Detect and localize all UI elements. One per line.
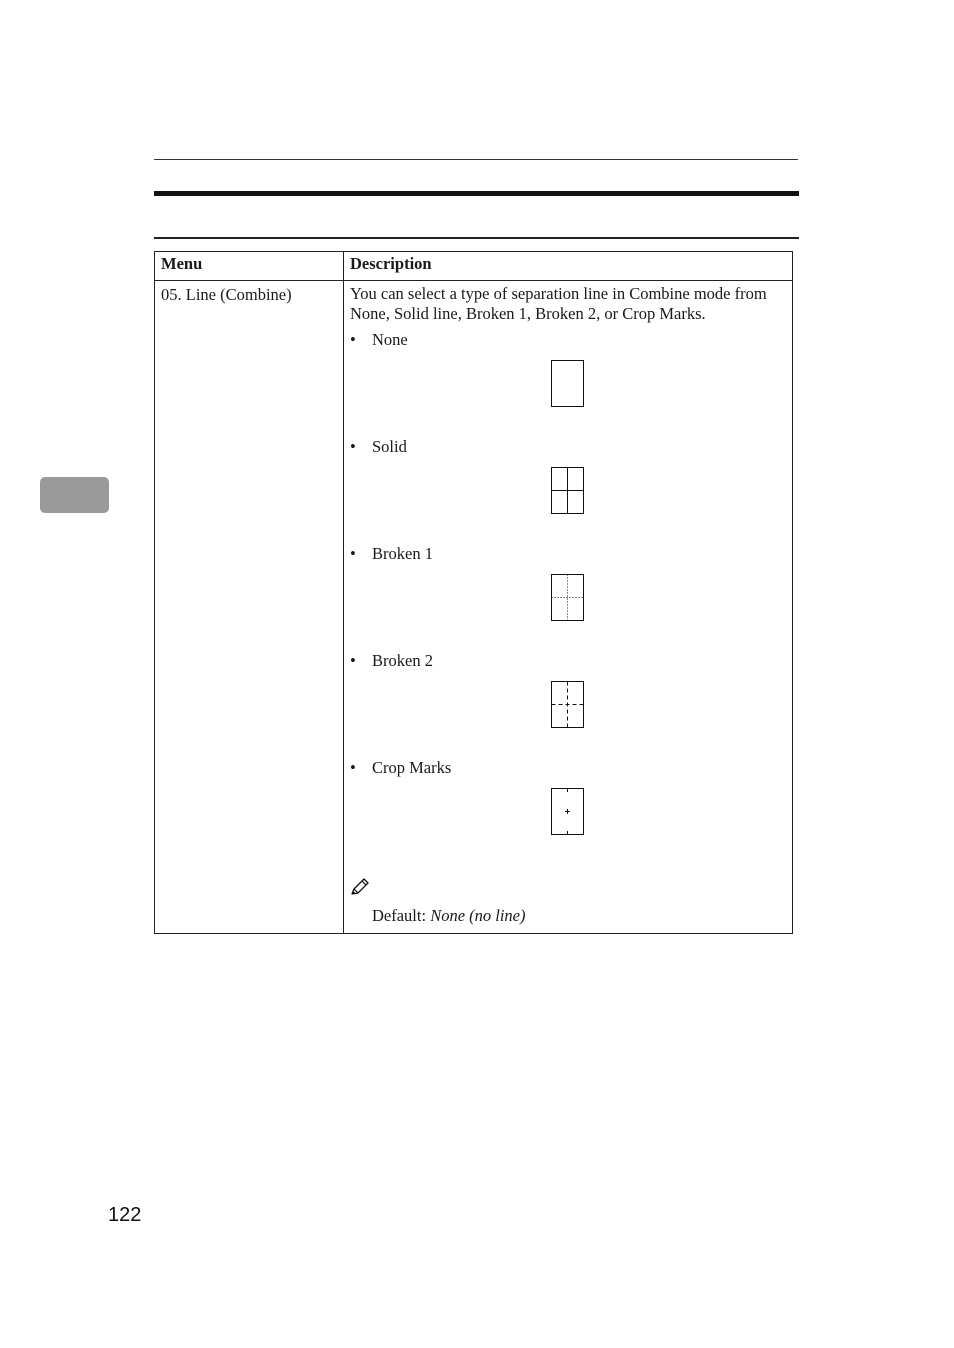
default-value-line [372, 906, 786, 926]
option-label: Solid [372, 437, 407, 456]
table-row [155, 281, 793, 934]
table-header-row [155, 252, 793, 281]
bullet-dot: • [350, 330, 356, 349]
header-description: Description [344, 252, 793, 281]
crop-marks-diagram [551, 788, 585, 836]
pencil-note-icon [350, 878, 370, 896]
option-label: None [372, 330, 408, 349]
header-rule-bottom [154, 237, 799, 239]
chapter-tab [40, 477, 109, 513]
default-label: Default: [372, 906, 427, 925]
broken-2-line-diagram [551, 681, 585, 729]
none-line-diagram [551, 360, 585, 408]
note [350, 878, 786, 901]
header-rule-thick [154, 191, 799, 196]
bullet-dot: • [350, 544, 356, 563]
page-number: 122 [108, 1204, 142, 1226]
option-crop-marks [350, 758, 786, 778]
option-label: Crop Marks [372, 758, 452, 777]
option-broken-2 [350, 651, 786, 671]
option-label: Broken 2 [372, 651, 433, 670]
option-solid [350, 437, 786, 457]
solid-line-diagram [551, 467, 585, 515]
bullet-dot: • [350, 651, 356, 670]
menu-table [154, 251, 793, 934]
bullet-dot: • [350, 437, 356, 456]
option-none [350, 330, 786, 350]
header-menu: Menu [155, 252, 344, 281]
description-intro: You can select a type of separation line in Combine mode from None, Solid line, Broken 1, Broken 2, or Crop Marks. [350, 284, 767, 323]
option-broken-1 [350, 544, 786, 564]
default-value: None (no line) [430, 906, 526, 925]
description-cell [344, 281, 793, 934]
broken-1-line-diagram [551, 574, 585, 622]
bullet-dot: • [350, 758, 356, 777]
header-rule-thin [154, 159, 798, 160]
menu-cell: 05. Line (Combine) [155, 281, 344, 934]
option-label: Broken 1 [372, 544, 433, 563]
